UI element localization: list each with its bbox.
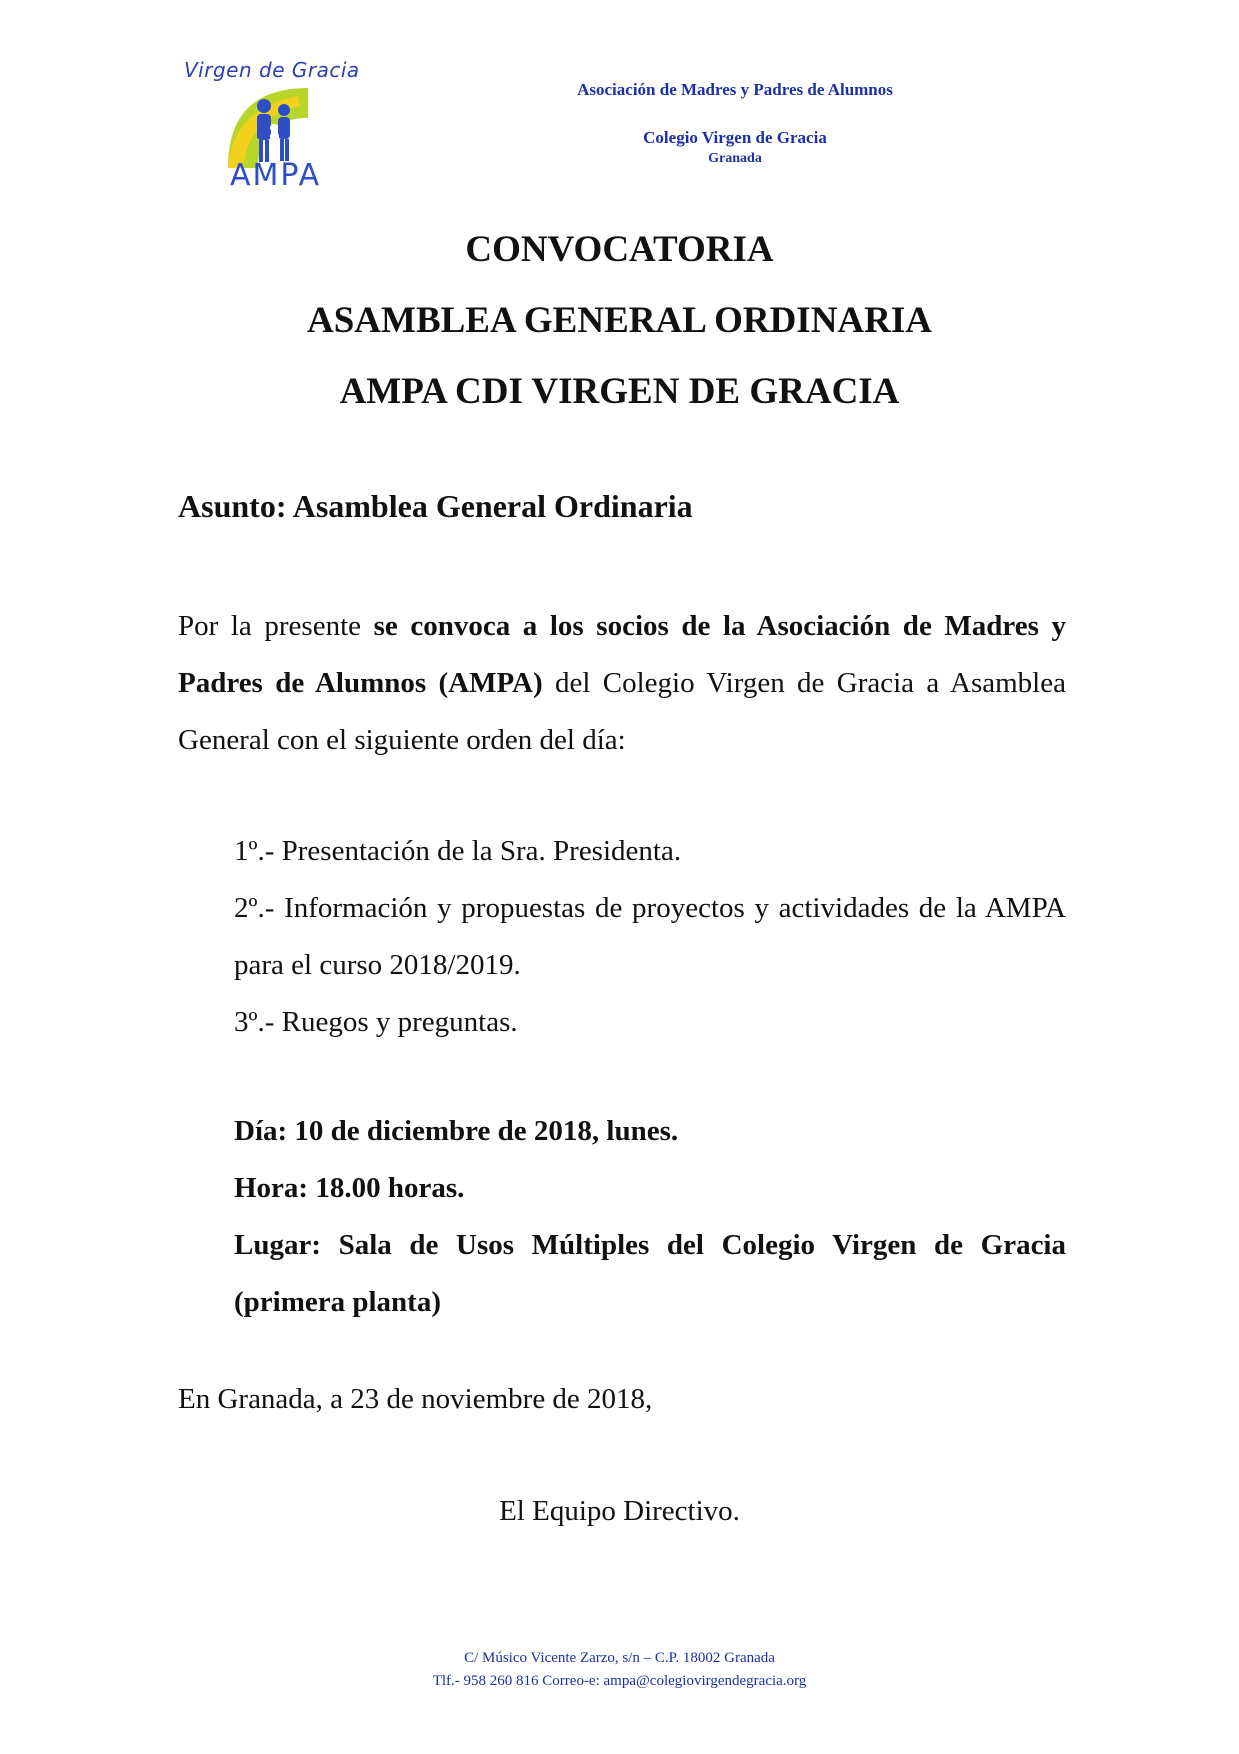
agenda-item: 1º.- Presentación de la Sra. Presidenta.: [234, 835, 682, 867]
footer-address: C/ Músico Vicente Zarzo, s/n – C.P. 18002 Granada: [464, 1650, 775, 1666]
meeting-place: Lugar: Sala de Usos Múltiples del Colegio Virgen de Gracia (primera planta): [234, 1229, 1066, 1318]
intro-post: del Colegio Virgen de Gracia a Asamblea General con el siguiente orden del día:: [178, 667, 1066, 756]
ampa-logo: [180, 58, 370, 198]
footer-contact: Tlf.- 958 260 816 Correo-e: ampa@colegiovirgendegracia.org: [432, 1673, 807, 1689]
subject-line: Asunto: Asamblea General Ordinaria: [178, 488, 693, 524]
meeting-details: [234, 1103, 1066, 1331]
agenda-list: [234, 823, 1066, 1051]
intro-paragraph: [178, 598, 1066, 769]
place-date: En Granada, a 23 de noviembre de 2018,: [178, 1383, 653, 1415]
logo-ampa-text: AMPA: [230, 158, 322, 193]
header-association: Asociación de Madres y Padres de Alumnos: [577, 80, 893, 99]
signature-text: El Equipo Directivo.: [499, 1495, 740, 1527]
title-ampa: AMPA CDI VIRGEN DE GRACIA: [339, 371, 900, 412]
header-school: Colegio Virgen de Gracia: [643, 128, 827, 147]
family-logo-icon: [228, 88, 308, 168]
title-assembly: ASAMBLEA GENERAL ORDINARIA: [307, 300, 932, 341]
title-convocatoria: CONVOCATORIA: [465, 229, 774, 270]
signature: [0, 1495, 1239, 1528]
header-city: Granada: [708, 151, 762, 166]
meeting-day: Día: 10 de diciembre de 2018, lunes.: [234, 1115, 679, 1147]
agenda-item: 2º.- Información y propuestas de proyectos y actividades de la AMPA para el curso 2018/2019.: [234, 892, 1066, 981]
intro-pre: Por la presente: [178, 610, 374, 642]
intro-bold: se convoca a los socios de la Asociación de Madres y Padres de Alumnos (AMPA): [178, 610, 1066, 699]
meeting-time: Hora: 18.00 horas.: [234, 1172, 465, 1204]
logo-script-text: Virgen de Gracia: [184, 58, 360, 82]
agenda-item: 3º.- Ruegos y preguntas.: [234, 1006, 518, 1038]
